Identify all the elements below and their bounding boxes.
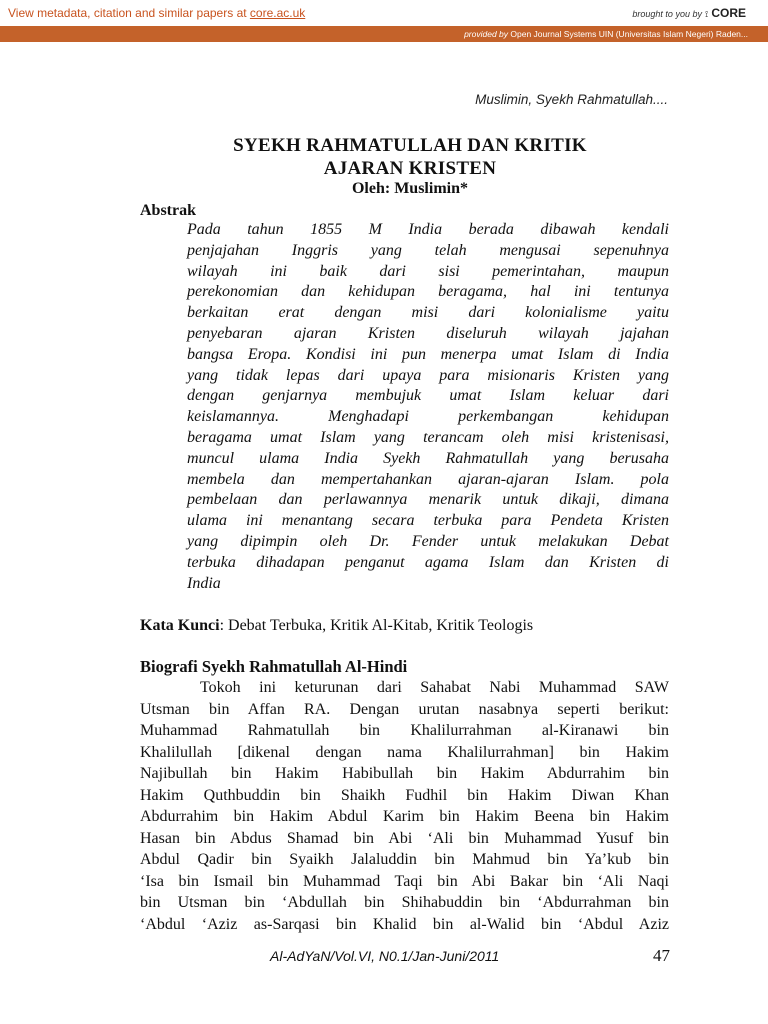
body-line: Tokoh ini keturunan dari Sahabat Nabi Muhammad SAW xyxy=(200,679,669,696)
abstract-line: pembelaan dan perlawannya menarik untuk dikaji, dimana xyxy=(187,491,669,509)
abstract-line: perekonomian dan kehidupan beragama, hal ini tentunya xyxy=(187,283,669,301)
journal-footer: Al-AdYaN/Vol.VI, N0.1/Jan-Juni/2011 xyxy=(270,948,500,964)
body-line: Abdul Qadir bin Syaikh Jalaluddin bin Mahmud bin Ya’kub bin xyxy=(140,851,669,868)
metadata-notice xyxy=(8,6,305,20)
running-head: Muslimin, Syekh Rahmatullah.... xyxy=(475,92,668,107)
core-top-bar xyxy=(0,0,768,26)
provider-bar xyxy=(0,26,768,42)
abstract-line: dengan genjarnya membujuk umat Islam keluar dari xyxy=(187,387,669,405)
metadata-text: View metadata, citation and similar papers at xyxy=(8,6,250,20)
abstract-heading: Abstrak xyxy=(140,202,197,219)
article-author: Oleh: Muslimin* xyxy=(351,180,468,197)
keywords xyxy=(140,617,533,635)
title-line: AJARAN KRISTEN xyxy=(323,158,497,179)
brought-by xyxy=(632,6,746,20)
body-line: Abdurrahim bin Hakim Abdul Karim bin Hakim Beena bin Hakim xyxy=(140,808,669,825)
abstract-line: Pada tahun 1855 M India berada dibawah kendali xyxy=(187,221,669,238)
provided-by-label: provided by xyxy=(464,29,509,39)
abstract-line: berkaitan erat dengan misi dari kolonialisme yaitu xyxy=(187,304,669,322)
abstract-line: membela dan mempertahankan ajaran-ajaran Islam. pola xyxy=(187,470,669,488)
body-line: Hakim Quthbuddin bin Shaikh Fudhil bin Hakim Diwan Khan xyxy=(140,786,669,804)
abstract-line: wilayah ini baik dari sisi pemerintahan, maupun xyxy=(187,262,669,280)
body-line: ‘Abdul ‘Aziz as-Sarqasi bin Khalid bin al-Walid bin ‘Abdul Aziz xyxy=(140,915,669,933)
abstract-line: muncul ulama India Syekh Rahmatullah yang berusaha xyxy=(187,449,669,467)
article-title xyxy=(140,134,680,180)
abstract-line: India xyxy=(187,574,221,592)
core-link[interactable]: core.ac.uk xyxy=(249,6,306,20)
abstract-line: keislamannya. Menghadapi perkembangan kehidupan xyxy=(187,408,669,426)
abstract-line: penjajahan Inggris yang telah mengusai sepenuhnya xyxy=(187,241,669,259)
body-line: Khalilullah [dikenal dengan nama Khalilurrahman] bin Hakim xyxy=(140,743,669,761)
abstract-line: penyebaran ajaran Kristen diseluruh wilayah jajahan xyxy=(187,324,669,342)
brought-text: brought to you by xyxy=(632,9,702,19)
body-line: ‘Isa bin Ismail bin Muhammad Taqi bin Abi Bakar bin ‘Ali Naqi xyxy=(140,872,669,890)
abstract-line: bangsa Eropa. Kondisi ini pun menerpa umat Islam di India xyxy=(187,345,669,363)
core-logo-icon: ⟟ xyxy=(704,9,709,19)
keywords-label: Kata Kunci xyxy=(140,617,220,634)
body-line: bin Utsman bin ‘Abdullah bin Shihabuddin bin ‘Abdurrahman bin xyxy=(140,894,669,911)
provider-name: Open Journal Systems UIN (Universitas Islam Negeri) Raden... xyxy=(508,29,748,39)
body-line: Hasan bin Abdus Shamad bin Abi ‘Ali bin Muhammad Yusuf bin xyxy=(140,829,669,847)
abstract-line: terbuka dihadapan penganut agama Islam dan Kristen di xyxy=(187,553,669,571)
section-heading: Biografi Syekh Rahmatullah Al-Hindi xyxy=(140,657,408,676)
provider-text[interactable] xyxy=(464,29,768,39)
body-line: Muhammad Rahmatullah bin Khalilurrahman al-Kiranawi bin xyxy=(140,722,669,739)
title-line: SYEKH RAHMATULLAH DAN KRITIK xyxy=(233,135,587,156)
abstract-body xyxy=(187,220,669,594)
abstract-line: yang dipimpin oleh Dr. Fender untuk melakukan Debat xyxy=(187,532,669,550)
page-number: 47 xyxy=(653,946,670,965)
body-line: Utsman bin Affan RA. Dengan urutan nasabnya seperti berikut: xyxy=(140,700,669,718)
keywords-list: : Debat Terbuka, Kritik Al-Kitab, Kritik Teologis xyxy=(219,617,534,634)
body-line: Najibullah bin Hakim Habibullah bin Hakim Abdurrahim bin xyxy=(140,765,669,782)
biography-body xyxy=(140,677,669,935)
core-logo-label[interactable]: CORE xyxy=(711,6,746,20)
abstract-line: beragama umat Islam yang terancam oleh misi kristenisasi, xyxy=(187,428,669,446)
abstract-line: ulama ini menantang secara terbuka para Pendeta Kristen xyxy=(187,512,669,530)
abstract-line: yang tidak lepas dari upaya para misionaris Kristen yang xyxy=(187,366,669,384)
